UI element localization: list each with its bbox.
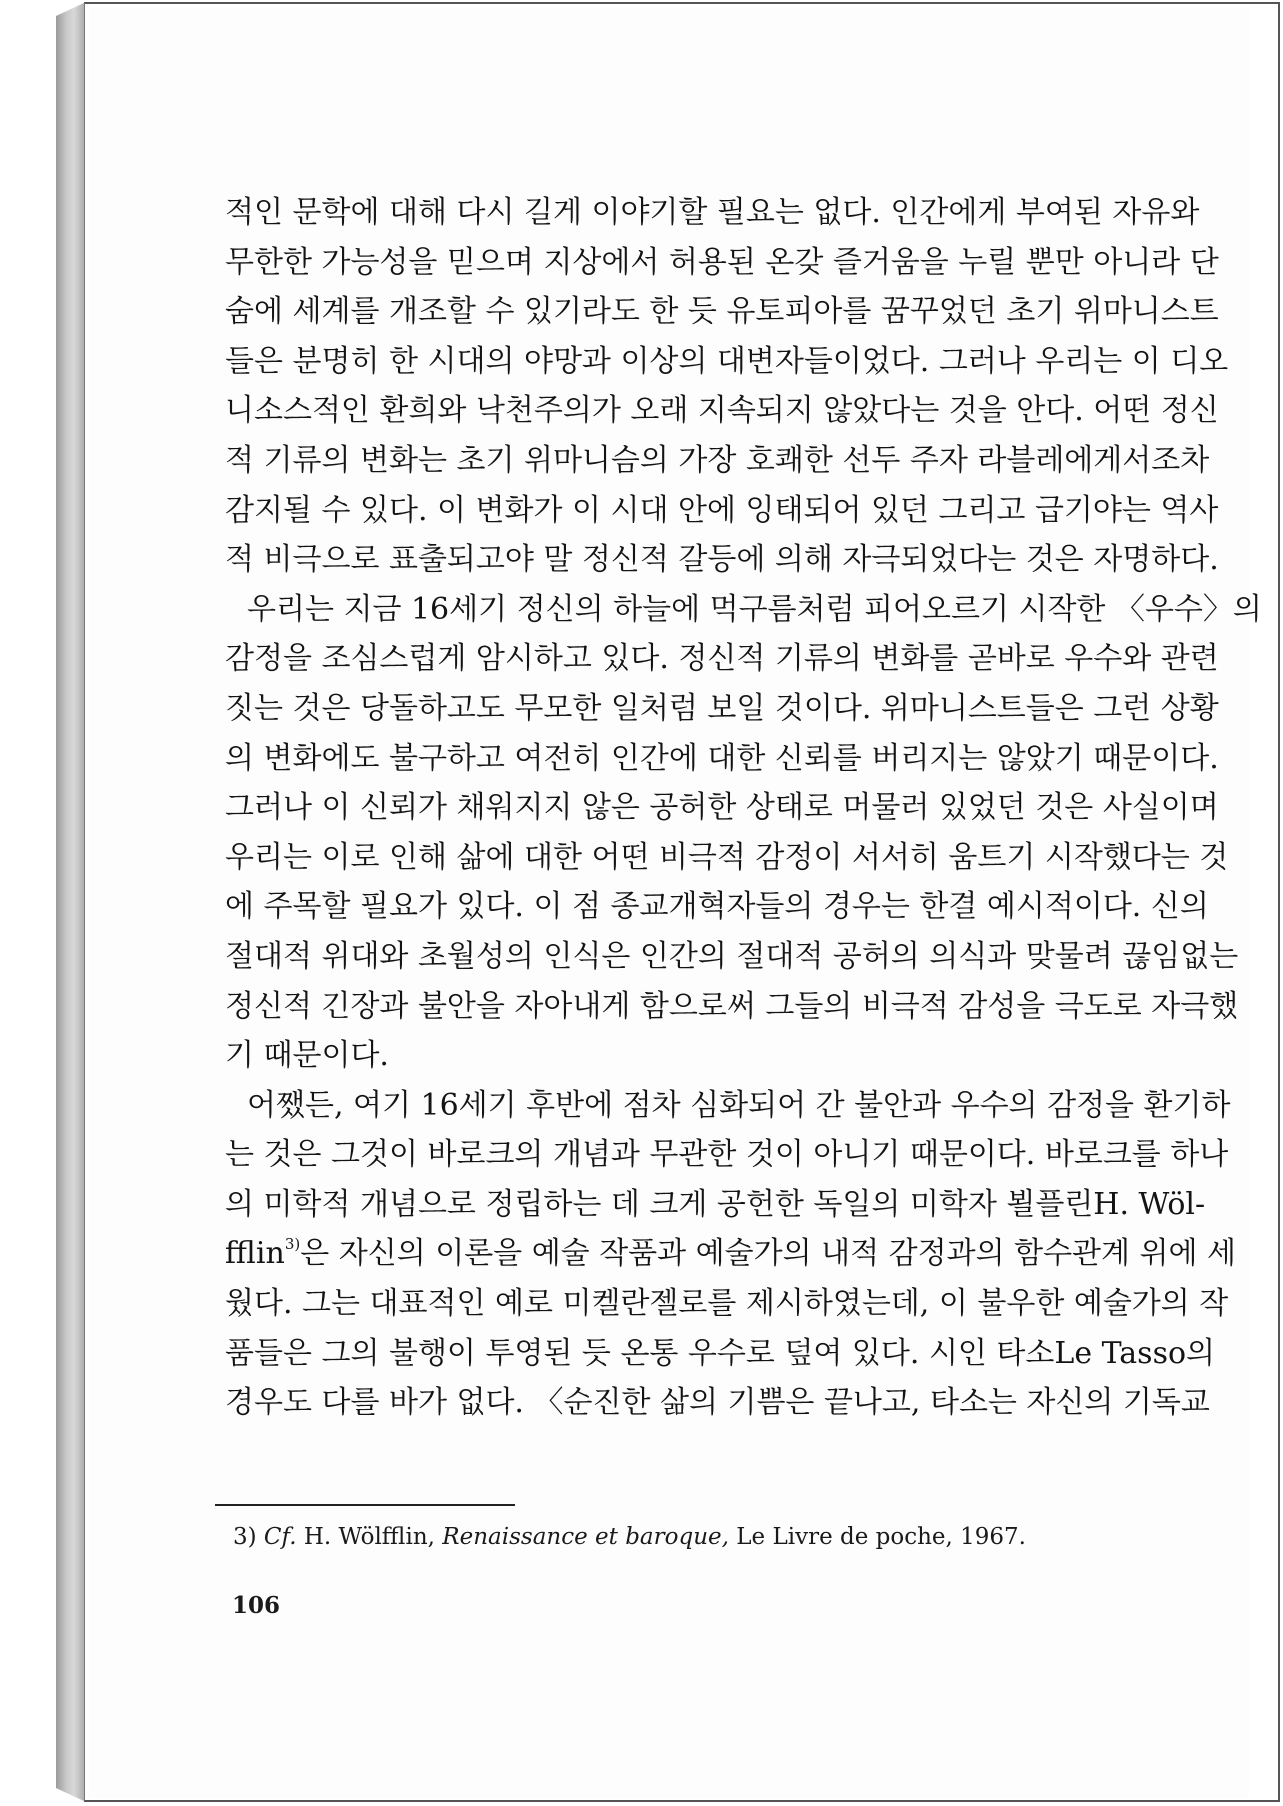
text-line: 적 비극으로 표출되고야 말 정신적 갈등에 의해 자극되었다는 것은 자명하다. — [225, 542, 1219, 578]
footnote — [233, 1524, 1113, 1550]
text-line: 짓는 것은 당돌하고도 무모한 일처럼 보일 것이다. 위마니스트들은 그런 상황 — [225, 690, 1219, 726]
text-line: 우리는 지금 16세기 정신의 하늘에 먹구름처럼 피어오르기 시작한 〈우수〉의 — [247, 591, 1262, 627]
text-line: 어쨌든, 여기 16세기 후반에 점차 심화되어 간 불안과 우수의 감정을 환기하 — [247, 1087, 1231, 1123]
footnote-divider — [215, 1504, 515, 1506]
text-line: 무한한 가능성을 믿으며 지상에서 허용된 온갖 즐거움을 누릴 뿐만 아니라 단 — [225, 244, 1219, 280]
text-line: 의 미학적 개념으로 정립하는 데 크게 공헌한 독일의 미학자 뵐플린H. Wöl- — [225, 1186, 1206, 1222]
footnote-publisher: Le Livre de poche, 1967. — [736, 1524, 1026, 1550]
page-number: 106 — [232, 1592, 281, 1619]
footnote-cf: Cf. — [263, 1524, 297, 1550]
text-line: 감정을 조심스럽게 암시하고 있다. 정신적 기류의 변화를 곧바로 우수와 관련 — [225, 641, 1219, 677]
text-line: 감지될 수 있다. 이 변화가 이 시대 안에 잉태되어 있던 그리고 급기야는 역사 — [225, 492, 1219, 528]
text-line: 에 주목할 필요가 있다. 이 점 종교개혁자들의 경우는 한결 예시적이다. 신의 — [225, 889, 1209, 925]
text-line: 정신적 긴장과 불안을 자아내게 함으로써 그들의 비극적 감성을 극도로 자극했 — [225, 988, 1239, 1024]
text-line — [225, 1229, 1237, 1279]
text-line: 적 기류의 변화는 초기 위마니슴의 가장 호쾌한 선두 주자 라블레에게서조차 — [225, 442, 1210, 478]
text-line: 숨에 세계를 개조할 수 있기라도 한 듯 유토피아를 꿈꾸었던 초기 위마니스트 — [225, 294, 1219, 330]
text-line: 경우도 다를 바가 없다. 〈순진한 삶의 기쁨은 끝나고, 타소는 자신의 기독교 — [225, 1385, 1210, 1421]
text-line: 웠다. 그는 대표적인 예로 미켈란젤로를 제시하였는데, 이 불우한 예술가의 작 — [225, 1286, 1229, 1322]
text-line: 는 것은 그것이 바로크의 개념과 무관한 것이 아니기 때문이다. 바로크를 하나 — [225, 1137, 1229, 1173]
text-line: 들은 분명히 한 시대의 야망과 이상의 대변자들이었다. 그러나 우리는 이 디오 — [225, 343, 1229, 379]
text-line: 니소스적인 환희와 낙천주의가 오래 지속되지 않았다는 것을 안다. 어떤 정신 — [225, 393, 1219, 429]
footnote-title: Renaissance et baroque, — [442, 1524, 729, 1550]
text-fragment: 은 자신의 이론을 예술 작품과 예술가의 내적 감정과의 함수관계 위에 세 — [300, 1236, 1237, 1272]
text-line: 절대적 위대와 초월성의 인식은 인간의 절대적 공허의 의식과 맞물려 끊임없는 — [225, 938, 1239, 974]
text-line: 그러나 이 신뢰가 채워지지 않은 공허한 상태로 머물러 있었던 것은 사실이며 — [225, 790, 1219, 826]
footnote-number: 3) — [233, 1524, 257, 1550]
text-line: 품들은 그의 불행이 투영된 듯 온통 우수로 덮여 있다. 시인 타소Le Tasso의 — [225, 1335, 1216, 1371]
footnote-reference[interactable]: 3) — [284, 1235, 301, 1254]
text-fragment: fflin — [225, 1236, 285, 1272]
footnote-author: H. Wölfflin, — [303, 1524, 435, 1550]
book-spine — [56, 2, 86, 1802]
body-text — [225, 188, 1262, 1428]
text-line: 적인 문학에 대해 다시 길게 이야기할 필요는 없다. 인간에게 부여된 자유와 — [225, 195, 1200, 230]
text-line: 우리는 이로 인해 삶에 대한 어떤 비극적 감정이 서서히 움트기 시작했다는 것 — [225, 839, 1229, 875]
text-line: 의 변화에도 불구하고 여전히 인간에 대한 신뢰를 버리지는 않았기 때문이다. — [225, 740, 1219, 776]
text-line: 기 때문이다. — [225, 1038, 389, 1074]
